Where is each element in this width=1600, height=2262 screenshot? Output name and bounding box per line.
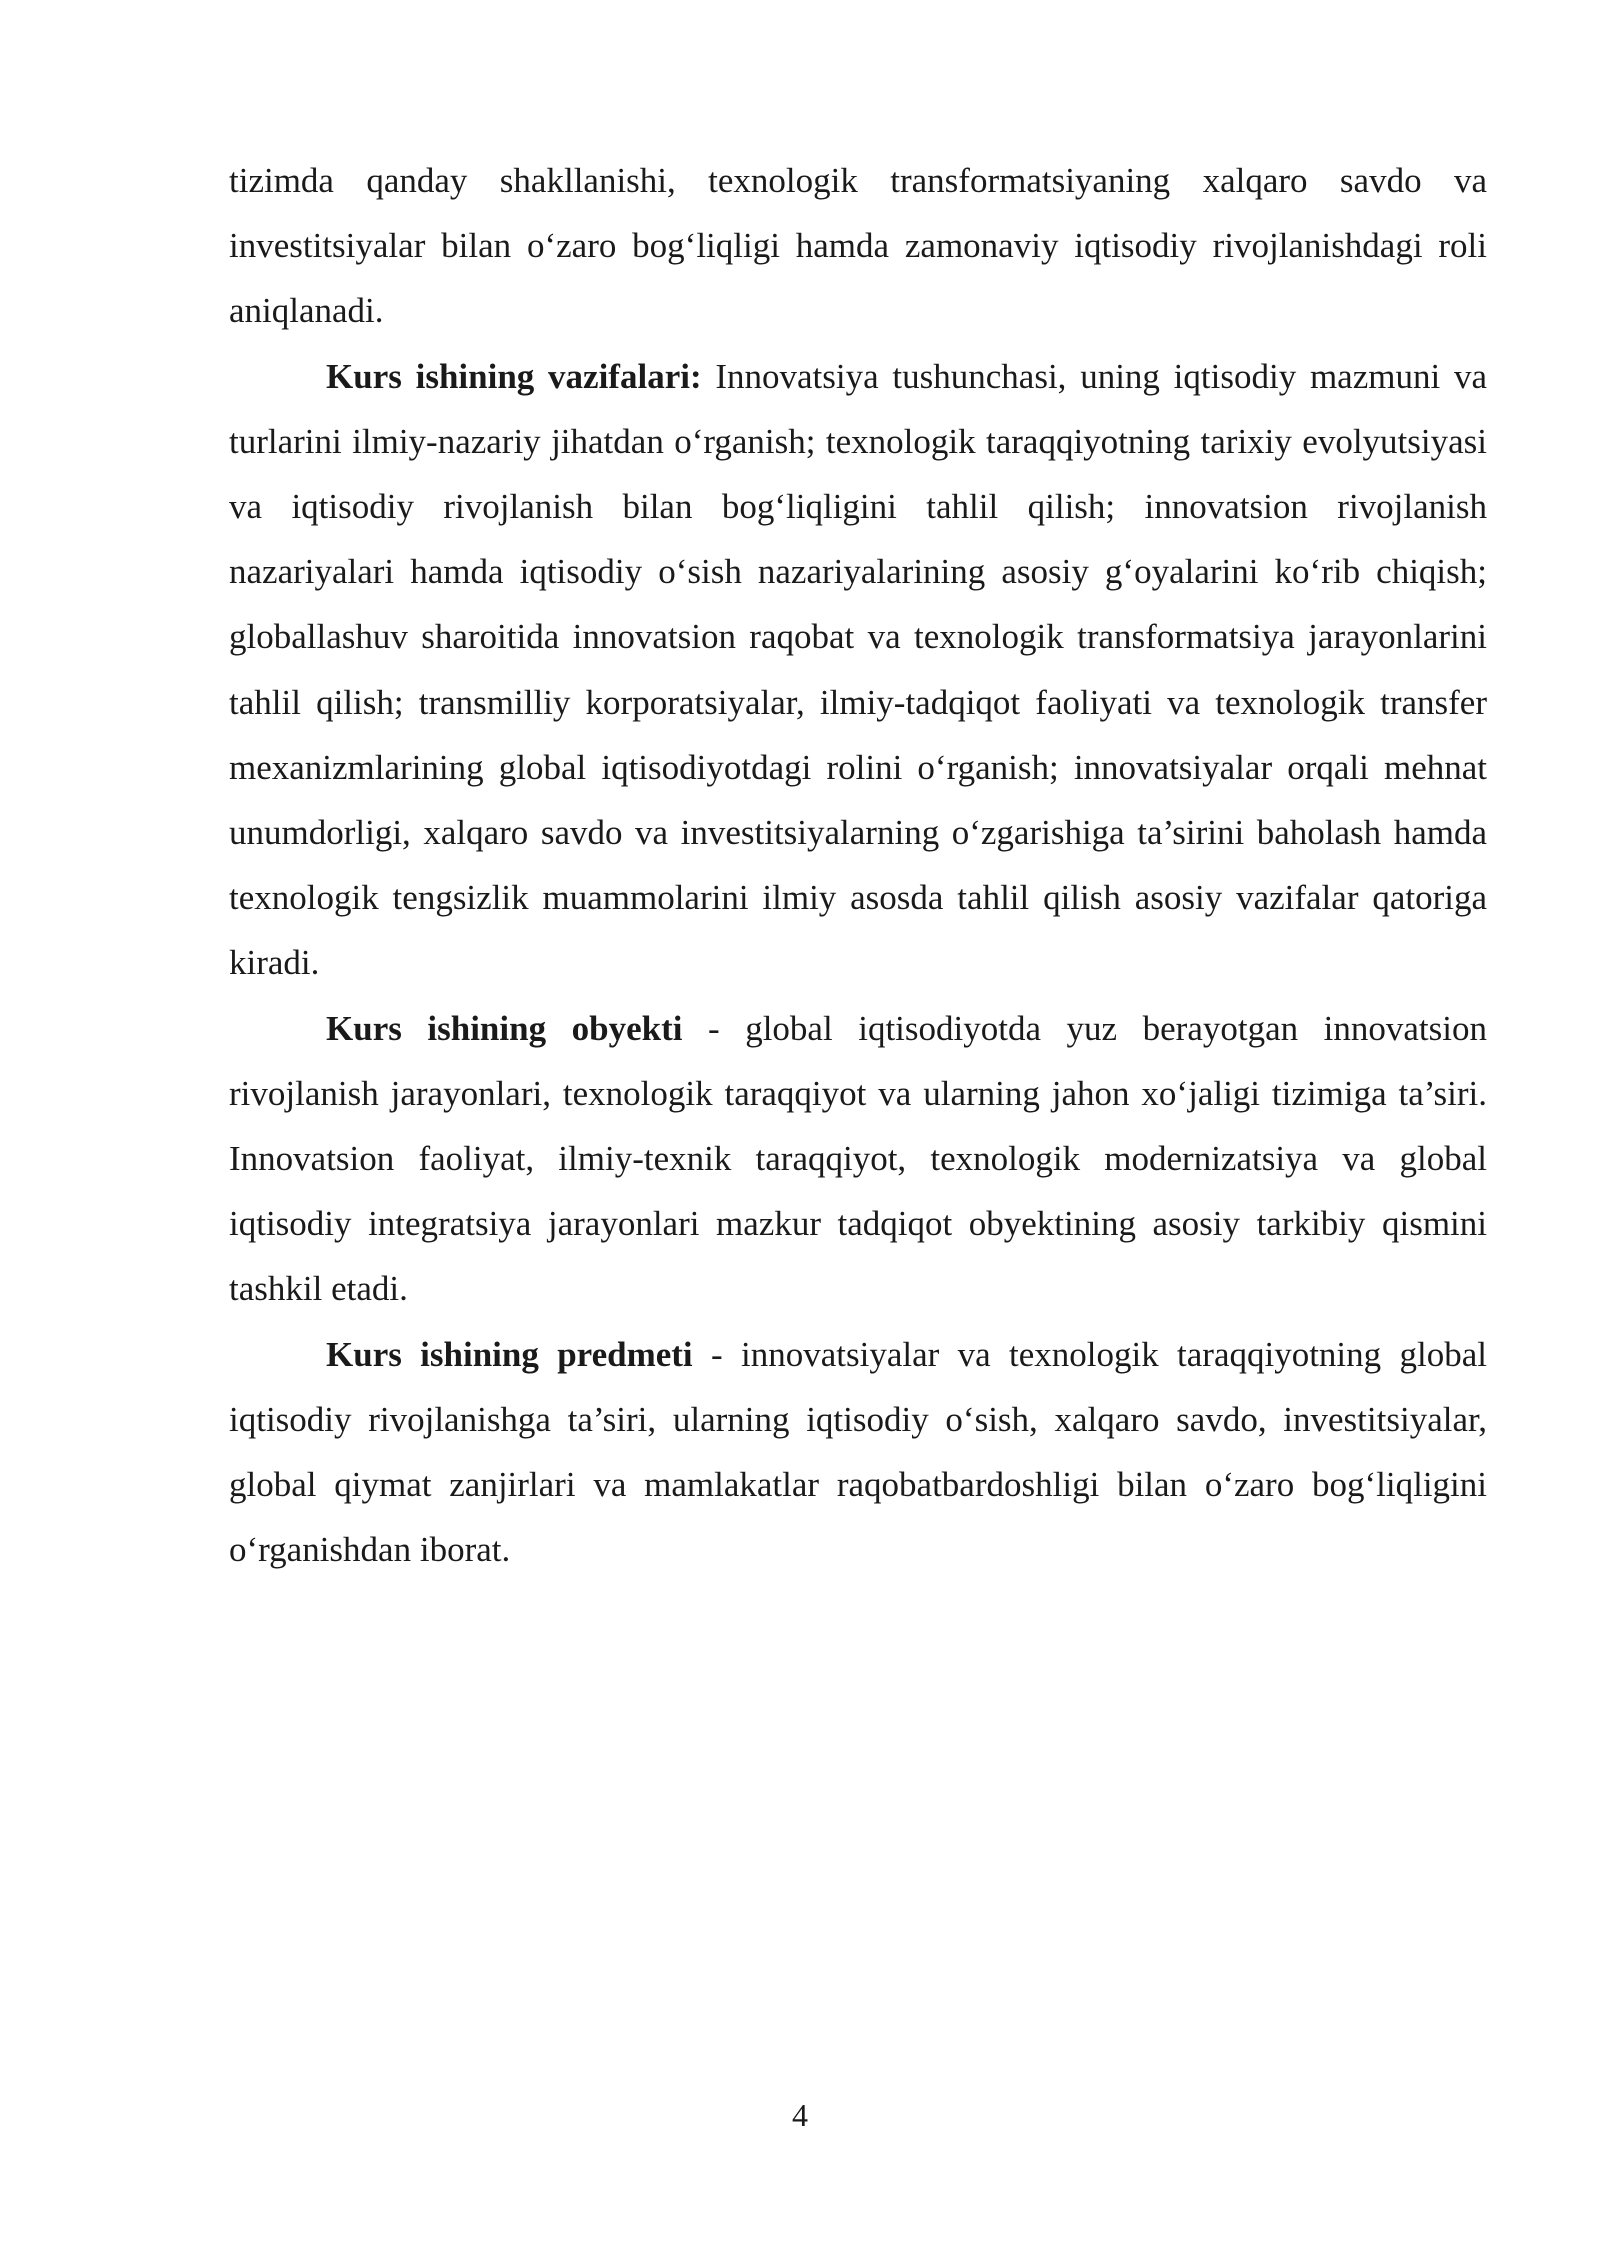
paragraph-lead-object: Kurs ishining obyekti [326, 1008, 683, 1048]
paragraph-lead-tasks: Kurs ishining vazifalari: [326, 356, 702, 396]
paragraph-text: tizimda qanday shakllanishi, texnologik transformatsiyaning xalqaro savdo va investitsiyalar bilan o‘zaro bog‘liqligi hamda zamonaviy iqtisodiy rivojlanishdagi roli aniqlanadi. [229, 161, 1487, 331]
paragraph-lead-subject: Kurs ishining predmeti [326, 1334, 693, 1374]
paragraph-object [229, 996, 1487, 1322]
paragraph-continuation [229, 148, 1487, 344]
paragraph-text: Innovatsiya tushunchasi, uning iqtisodiy mazmuni va turlarini ilmiy-nazariy jihatdan o‘rganish; texnologik taraqqiyotning tarixiy evolyutsiyasi va iqtisodiy rivojlanish bilan bog‘liqligini tahlil qilish; innovatsion rivojlanish nazariyalari hamda iqtisodiy o‘sish nazariyalarining asosiy g‘oyalarini ko‘rib chiqish; globallashuv sharoitida innovatsion raqobat va texnologik transformatsiya jarayonlarini tahlil qilish; transmilliy korporatsiyalar, ilmiy-tadqiqot faoliyati va texnologik transfer mexanizmlarining global iqtisodiyotdagi rolini o‘rganish; innovatsiyalar orqali mehnat unumdorligi, xalqaro savdo va investitsiyalarning o‘zgarishiga ta’sirini baholash hamda texnologik tengsizlik muammolarini ilmiy asosda tahlil qilish asosiy vazifalar qatoriga kiradi. [229, 356, 1487, 983]
document-page [229, 148, 1487, 1582]
paragraph-subject [229, 1322, 1487, 1583]
paragraph-text: - global iqtisodiyotda yuz berayotgan innovatsion rivojlanish jarayonlari, texnologik taraqqiyot va ularning jahon xo‘jaligi tizimiga ta’siri. Innovatsion faoliyat, ilmiy-texnik taraqqiyot, texnologik modernizatsiya va global iqtisodiy integratsiya jarayonlari mazkur tadqiqot obyektining asosiy tarkibiy qismini tashkil etadi. [229, 1008, 1487, 1309]
paragraph-tasks [229, 344, 1487, 996]
page-number: 4 [792, 2097, 808, 2133]
paragraph-text: - innovatsiyalar va texnologik taraqqiyotning global iqtisodiy rivojlanishga ta’siri, ularning iqtisodiy o‘sish, xalqaro savdo, investitsiyalar, global qiymat zanjirlari va mamlakatlar raqobatbardoshligi bilan o‘zaro bog‘liqligini o‘rganishdan iborat. [229, 1334, 1487, 1570]
